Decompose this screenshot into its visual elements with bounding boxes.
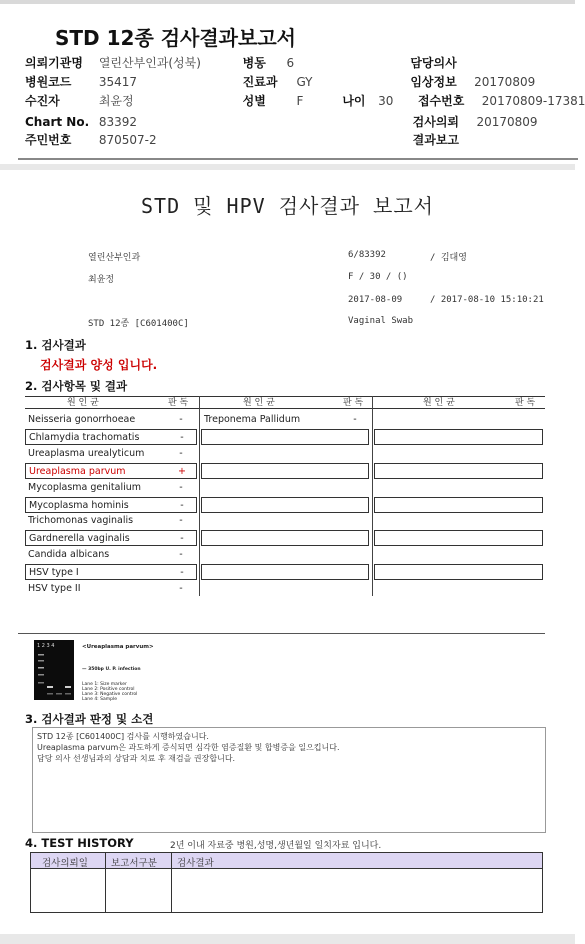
label-patient: 수진자 xyxy=(25,94,60,108)
label-department: 진료과 xyxy=(242,75,278,89)
result-row xyxy=(25,429,197,445)
label-ward: 병동 xyxy=(242,56,266,70)
gel-lane-labels: 1 2 3 4 xyxy=(37,643,55,649)
label-chart-no: Chart No. xyxy=(25,115,90,129)
result-row xyxy=(25,446,197,462)
pathogen-result: - xyxy=(180,533,184,545)
result-row xyxy=(25,513,197,529)
pathogen-result: - xyxy=(179,481,183,493)
report-date-received: 2017-08-09 xyxy=(348,295,403,305)
gel-legend-3: Lane 3: Negative control xyxy=(82,692,138,697)
pathogen-result: - xyxy=(180,499,184,511)
pathogen-name: Trichomonas vaginalis xyxy=(28,515,134,527)
value-clinical-info: 20170809 xyxy=(474,75,536,89)
label-institution: 의뢰기관명 xyxy=(25,56,83,70)
pathogen-result: - xyxy=(180,431,184,443)
value-department: GY xyxy=(296,75,313,89)
pathogen-result: - xyxy=(353,414,357,425)
pathogen-name: Neisseria gonorrhoeae xyxy=(28,414,136,425)
report-sex-age: F / 30 / () xyxy=(348,272,408,282)
result-row xyxy=(25,530,197,546)
report-doctor: / 김대영 xyxy=(430,253,467,263)
label-hospital-code: 병원코드 xyxy=(25,75,72,89)
report-test-code: STD 12종 [C601400C] xyxy=(88,319,189,329)
page-title: STD 12종 검사결과보고서 xyxy=(55,26,296,50)
pathogen-name: Ureaplasma urealyticum xyxy=(28,447,145,459)
history-col-report-type: 보고서구분 xyxy=(111,858,157,869)
col2-pathogen-header: 원 인 균 xyxy=(243,398,275,408)
pathogen-result: - xyxy=(180,567,184,579)
result-row xyxy=(25,497,197,513)
history-col-separator xyxy=(171,853,172,912)
report-patient: 최윤정 xyxy=(88,275,115,285)
history-col-result: 검사결과 xyxy=(177,858,214,869)
pathogen-result: - xyxy=(179,515,183,527)
header-row-1 xyxy=(25,55,474,71)
section4-title: 4. TEST HISTORY xyxy=(25,836,134,850)
label-request-date: 검사의뢰 xyxy=(412,115,460,129)
pathogen-name: Mycoplasma genitalium xyxy=(28,481,142,493)
pathogen-name: HSV type II xyxy=(28,583,81,594)
column-separator xyxy=(199,396,200,596)
pathogen-name: Chlamydia trachomatis xyxy=(29,431,140,443)
empty-result-box xyxy=(201,463,369,479)
pathogen-name: Gardnerella vaginalis xyxy=(29,533,130,545)
value-hospital-code: 35417 xyxy=(98,75,138,89)
value-receipt-no: 20170809-17381 xyxy=(481,94,585,108)
empty-result-box xyxy=(201,497,369,513)
top-strip xyxy=(0,0,575,4)
pathogen-result: - xyxy=(179,447,183,459)
result-row xyxy=(201,412,371,428)
report-title: STD 및 HPV 검사결과 보고서 xyxy=(141,194,434,218)
result-row xyxy=(25,463,197,479)
opinion-line: STD 12종 [C601400C] 검사를 시행하였습니다. xyxy=(37,732,209,741)
result-row xyxy=(25,480,197,496)
col1-pathogen-header: 원 인 균 xyxy=(67,398,99,408)
label-age: 나이 xyxy=(342,94,366,108)
pathogen-result: - xyxy=(179,549,183,561)
empty-result-box xyxy=(201,530,369,546)
empty-result-box xyxy=(201,429,369,445)
value-chart-no: 83392 xyxy=(98,115,138,129)
pathogen-result: - xyxy=(179,414,183,425)
col3-pathogen-header: 원 인 균 xyxy=(423,398,455,408)
opinion-box xyxy=(32,727,546,833)
empty-result-box xyxy=(201,564,369,580)
value-resident-no: 870507-2 xyxy=(98,133,157,147)
grid-header xyxy=(25,396,545,409)
gel-legend-1: Lane 1: Size marker xyxy=(82,682,127,687)
column-separator xyxy=(372,396,373,596)
report-date-reported: / 2017-08-10 15:10:21 xyxy=(430,295,544,305)
value-ward: 6 xyxy=(286,56,295,70)
history-note: 2년 이내 자료중 병원,성명,생년월일 일치자료 입니다. xyxy=(170,841,382,851)
gel-image-panel xyxy=(18,633,545,708)
result-row xyxy=(25,564,197,580)
history-table xyxy=(30,852,543,913)
gel-electrophoresis-image xyxy=(34,640,74,700)
col3-result-header: 판 독 xyxy=(515,398,536,408)
header-row-4 xyxy=(25,114,538,130)
section2-title: 2. 검사항목 및 결과 xyxy=(25,379,128,393)
result-row xyxy=(25,581,197,597)
value-age: 30 xyxy=(378,94,394,108)
history-col-request-date: 검사의뢰일 xyxy=(42,858,88,869)
report-hospital: 열린산부인과 xyxy=(88,253,141,263)
header-divider xyxy=(18,158,578,160)
result-summary: 검사결과 양성 입니다. xyxy=(40,358,158,372)
report-chart-doctor: 6/83392 xyxy=(348,250,386,260)
gel-title: <Ureaplasma parvum> xyxy=(82,644,154,650)
value-sex: F xyxy=(296,94,304,108)
value-patient: 최윤정 xyxy=(98,94,134,108)
pathogen-name: HSV type I xyxy=(29,567,79,579)
report-specimen: Vaginal Swab xyxy=(348,316,414,326)
label-clinical-info: 임상정보 xyxy=(410,75,457,89)
gel-band-label: — 350bp U. P. infection xyxy=(82,667,141,672)
pathogen-name: Ureaplasma parvum xyxy=(29,465,126,477)
empty-result-box xyxy=(374,564,543,580)
pathogen-name: Treponema Pallidum xyxy=(204,414,301,425)
label-receipt-no: 접수번호 xyxy=(417,94,465,108)
label-resident-no: 주민번호 xyxy=(25,133,72,147)
empty-result-box xyxy=(374,497,543,513)
value-institution: 열린산부인과(성북) xyxy=(98,56,201,70)
label-sex: 성별 xyxy=(242,94,266,108)
pathogen-name: Candida albicans xyxy=(28,549,110,561)
header-row-5 xyxy=(25,132,476,148)
result-row xyxy=(25,412,197,428)
result-row xyxy=(25,547,197,563)
col2-result-header: 판 독 xyxy=(343,398,364,408)
section1-title: 1. 검사결과 xyxy=(25,338,86,352)
pathogen-result: - xyxy=(179,583,183,594)
section3-title: 3. 검사결과 판정 및 소견 xyxy=(25,712,154,726)
pathogen-name: Mycoplasma hominis xyxy=(29,499,129,511)
gel-legend-4: Lane 4: Sample xyxy=(82,697,117,702)
header-row-2 xyxy=(25,74,535,90)
gel-legend-2: Lane 2: Positive control xyxy=(82,687,135,692)
gray-band xyxy=(0,164,575,170)
history-col-separator xyxy=(105,853,106,912)
label-doctor: 담당의사 xyxy=(410,56,457,70)
empty-result-box xyxy=(374,429,543,445)
history-table-header xyxy=(31,853,542,869)
header-row-3 xyxy=(25,93,585,109)
pathogen-result: + xyxy=(178,465,186,477)
opinion-line: Ureaplasma parvum은 과도하게 증식되면 심각한 염증질환 및 합병증을 일으킵니다. xyxy=(37,743,340,752)
empty-result-box xyxy=(374,463,543,479)
label-report: 결과보고 xyxy=(412,133,460,147)
value-request-date: 20170809 xyxy=(476,115,538,129)
col1-result-header: 판 독 xyxy=(168,398,189,408)
bottom-band xyxy=(0,934,575,944)
opinion-line: 담당 의사 선생님과의 상담과 치료 후 재검을 권장합니다. xyxy=(37,754,236,763)
empty-result-box xyxy=(374,530,543,546)
